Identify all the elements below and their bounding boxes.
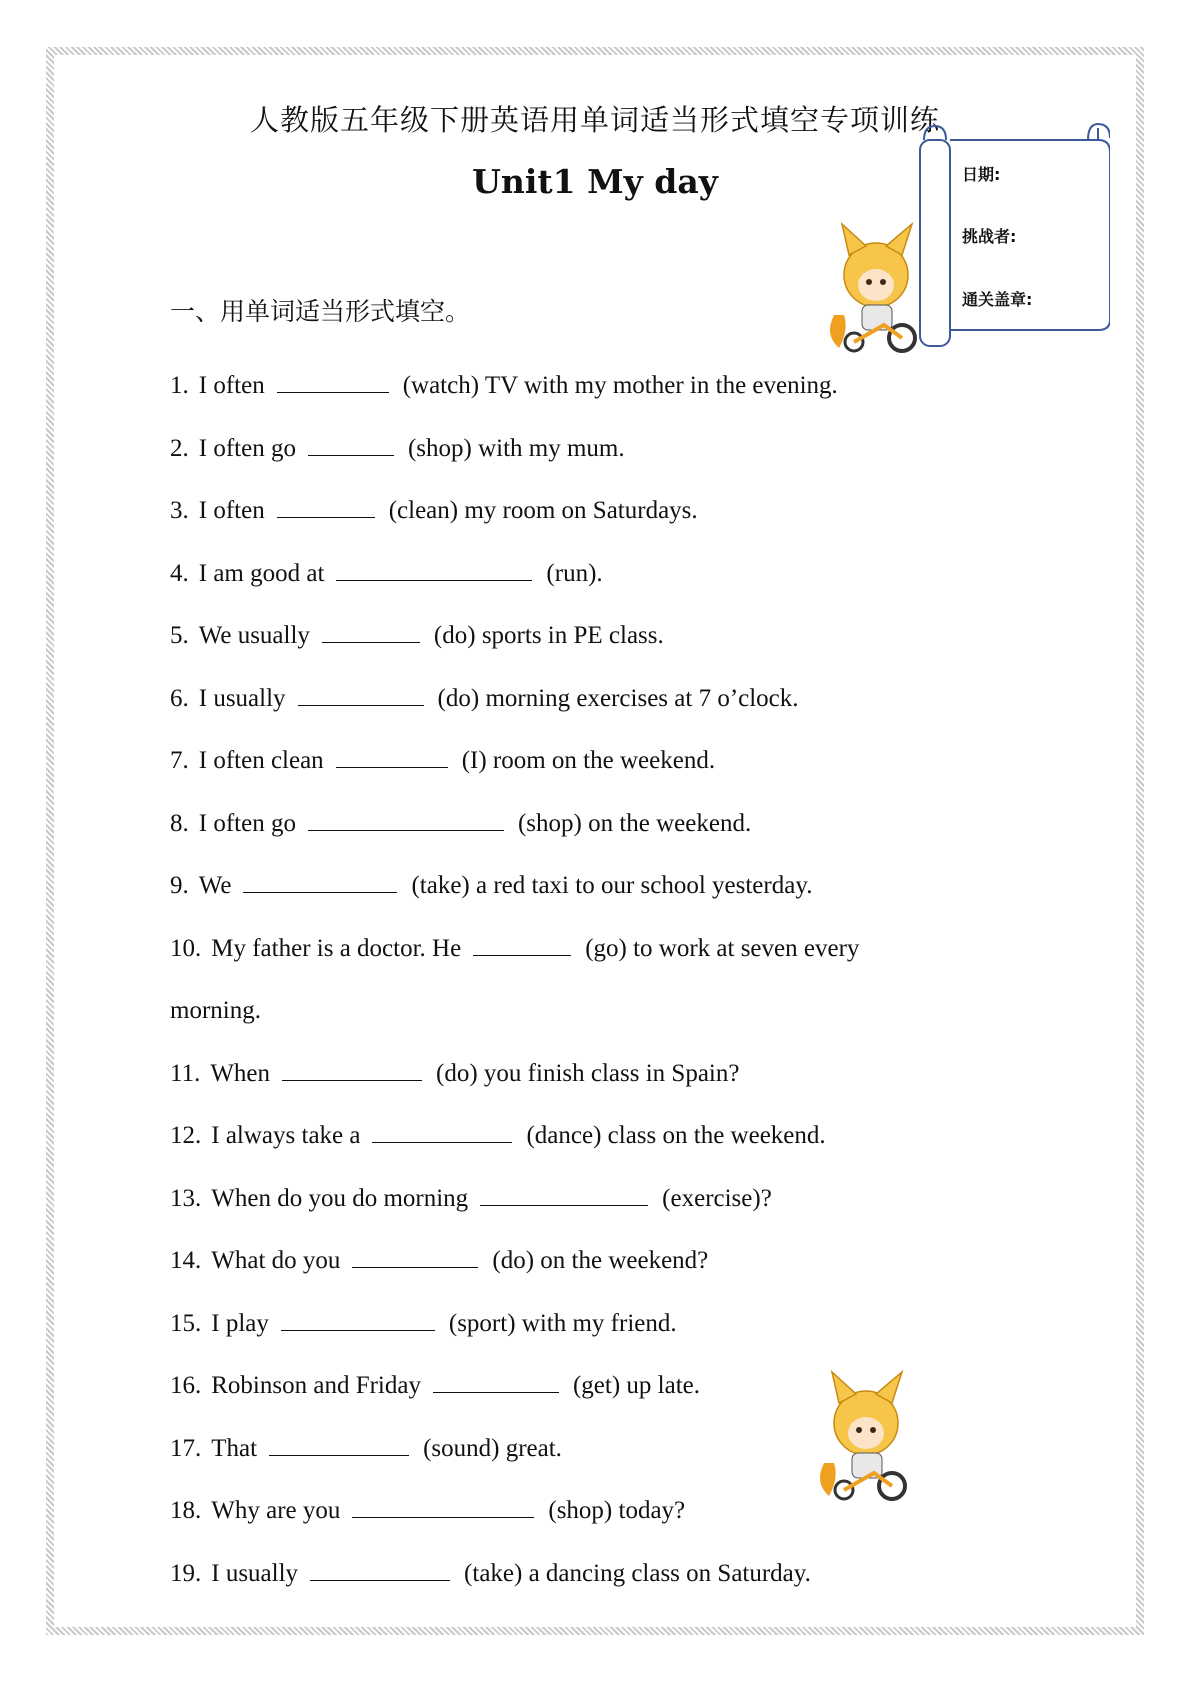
question-list <box>170 355 990 1605</box>
question-item <box>170 668 990 731</box>
answer-blank[interactable] <box>243 872 397 893</box>
date-label: 日期: <box>962 165 1001 184</box>
question-text-before: I am good at <box>198 559 325 587</box>
question-item <box>170 605 990 668</box>
answer-blank[interactable] <box>281 1310 435 1331</box>
question-item <box>170 1230 990 1293</box>
question-text-after: (take) a dancing class on Saturday. <box>464 1559 811 1587</box>
question-text-before: We usually <box>198 622 310 649</box>
question-text-after: (shop) with my mum. <box>407 434 625 462</box>
answer-blank[interactable] <box>269 1435 409 1456</box>
question-item <box>170 480 990 543</box>
question-text-before: When do you do morning <box>211 1184 469 1212</box>
question-number: 19. <box>170 1559 202 1587</box>
question-item <box>170 355 990 418</box>
question-text-before: I usually <box>211 1559 299 1587</box>
question-item <box>170 1543 990 1606</box>
question-item <box>170 1043 990 1106</box>
worksheet-title: 人教版五年级下册英语用单词适当形式填空专项训练 <box>249 103 940 137</box>
question-text-after: (sound) great. <box>423 1434 562 1462</box>
question-text-before: I often clean <box>198 747 324 774</box>
question-continuation: morning. <box>170 997 261 1024</box>
question-text-after: (do) morning exercises at 7 o’clock. <box>437 684 799 712</box>
section-title: 一、用单词适当形式填空。 <box>170 297 471 326</box>
question-text-after: (watch) TV with my mother in the evening. <box>402 372 838 399</box>
answer-blank[interactable] <box>352 1247 478 1268</box>
question-text-after: (sport) with my friend. <box>448 1309 677 1337</box>
question-number: 4. <box>170 559 189 587</box>
question-item <box>170 730 990 793</box>
question-text-before: I play <box>211 1309 269 1337</box>
question-text-after: (run). <box>546 559 603 587</box>
question-number: 18. <box>170 1497 202 1524</box>
question-text-before: We <box>198 872 232 899</box>
answer-blank[interactable] <box>277 497 375 518</box>
answer-blank[interactable] <box>308 810 504 831</box>
question-text-before: I often go <box>198 434 296 462</box>
question-number: 10. <box>170 934 202 962</box>
question-item <box>170 1355 990 1418</box>
answer-blank[interactable] <box>372 1122 512 1143</box>
answer-blank[interactable] <box>298 685 424 706</box>
question-item <box>170 418 990 481</box>
question-text-before: I always take a <box>211 1122 361 1149</box>
question-item <box>170 793 990 856</box>
question-number: 14. <box>170 1247 202 1274</box>
question-text-before: I often go <box>198 809 296 837</box>
question-item <box>170 918 990 981</box>
question-item <box>170 1168 990 1231</box>
question-number: 6. <box>170 684 189 712</box>
answer-blank[interactable] <box>336 560 532 581</box>
question-item <box>170 1480 990 1543</box>
answer-blank[interactable] <box>282 1060 422 1081</box>
question-text-after: (do) you finish class in Spain? <box>436 1059 740 1087</box>
question-text-before: Why are you <box>211 1497 341 1524</box>
question-item <box>170 543 990 606</box>
question-text-before: I often <box>198 497 265 524</box>
fox-mascot-icon <box>824 220 924 355</box>
question-text-after: (shop) today? <box>548 1497 686 1524</box>
answer-blank[interactable] <box>352 1497 534 1518</box>
question-text-after: (shop) on the weekend. <box>517 809 752 837</box>
question-number: 5. <box>170 622 189 649</box>
answer-blank[interactable] <box>308 435 394 456</box>
question-item <box>170 1293 990 1356</box>
question-text-before: I usually <box>198 684 286 712</box>
question-number: 16. <box>170 1372 202 1399</box>
unit-title: Unit1 My day <box>472 162 718 201</box>
question-number: 12. <box>170 1122 202 1149</box>
answer-blank[interactable] <box>433 1372 559 1393</box>
question-number: 8. <box>170 809 189 837</box>
question-text-before: What do you <box>211 1247 341 1274</box>
question-number: 15. <box>170 1309 202 1337</box>
question-text-before: My father is a doctor. He <box>211 934 462 962</box>
question-text-after: (go) to work at seven every <box>585 934 860 962</box>
question-number: 9. <box>170 872 189 899</box>
question-text-after: (do) sports in PE class. <box>433 622 664 649</box>
question-number: 13. <box>170 1184 202 1212</box>
question-text-after: (do) on the weekend? <box>492 1247 709 1274</box>
question-number: 3. <box>170 497 189 524</box>
answer-blank[interactable] <box>322 622 420 643</box>
answer-blank[interactable] <box>480 1185 648 1206</box>
question-text-before: Robinson and Friday <box>211 1372 421 1399</box>
stamp-label: 通关盖章: <box>962 290 1033 309</box>
question-number: 11. <box>170 1059 201 1087</box>
question-text-after: (exercise)? <box>662 1184 772 1212</box>
question-text-after: (get) up late. <box>572 1372 700 1399</box>
answer-blank[interactable] <box>277 372 389 393</box>
question-item <box>170 855 990 918</box>
question-item <box>170 1105 990 1168</box>
question-item <box>170 1418 990 1481</box>
question-number: 7. <box>170 747 189 774</box>
question-text-before: I often <box>198 372 265 399</box>
question-text-before: When <box>210 1059 271 1087</box>
question-number: 2. <box>170 434 189 462</box>
answer-blank[interactable] <box>336 747 448 768</box>
question-text-after: (dance) class on the weekend. <box>526 1122 826 1149</box>
question-text-after: (clean) my room on Saturdays. <box>388 497 698 524</box>
challenger-label: 挑战者: <box>962 227 1017 246</box>
question-text-after: (take) a red taxi to our school yesterday. <box>411 872 813 899</box>
answer-blank[interactable] <box>473 935 571 956</box>
question-text-after: (I) room on the weekend. <box>461 747 716 774</box>
question-number: 17. <box>170 1434 202 1462</box>
question-text-before: That <box>211 1434 258 1462</box>
answer-blank[interactable] <box>310 1560 450 1581</box>
question-number: 1. <box>170 372 189 399</box>
